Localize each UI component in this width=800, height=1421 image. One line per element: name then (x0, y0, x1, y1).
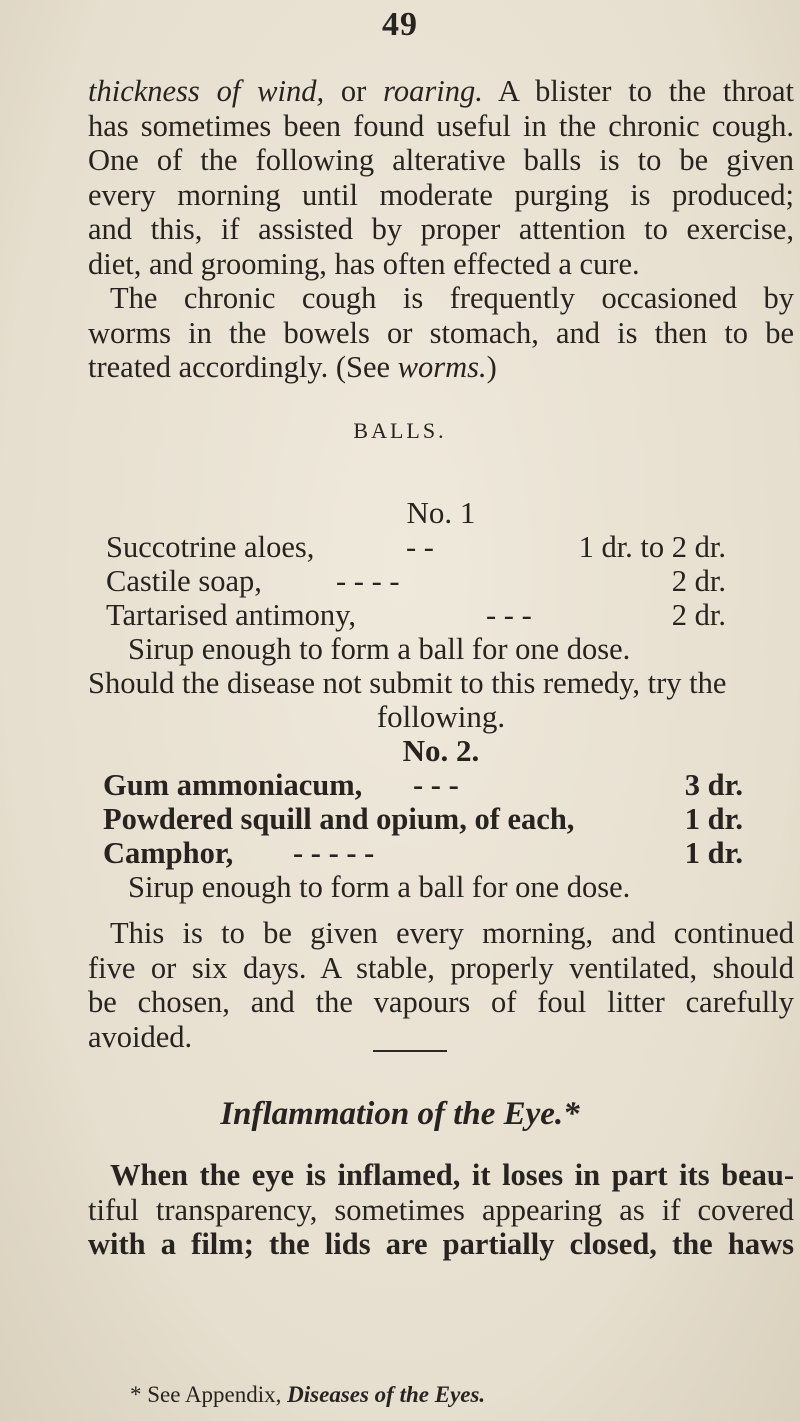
text-line: five or six days. A stable, properly ventilated, should (88, 950, 794, 985)
book-page: 49 thickness of wind, or roaring. A blister to the throat has sometimes been found useful in the chronic cough. One of the following alterative balls is to be given every morning until moderate purging is produced; and this, if assisted by proper attention to exercise, diet, and grooming, has often effected a cure. The chronic cough is frequently occasioned by worms in the bowels or stomach, and is then to be treated accordingly. (See worms.) BALLS. No. 1 Succotrine aloes, - - 1 dr. to 2 dr. Castile soap, - - - - 2 dr. Tartarised antimony, - - - 2 dr. Sirup enough to form a ball for one dose. Should the disease not submit to this remedy, try the following. No. 2. Gum ammoniacum, - - - 3 dr. Powdered squill and opium, of each, 1 dr. Camphor, - - - - - 1 dr. Sirup enough to form a ball for one dose. This is to be given every morning, and continued five or six days. A stable, properly ventilated, should be chosen, and the vapours of foul litter carefully avoided. Inflammation of the Eye.* When the eye is inflamed, it loses in part its beau- tiful transparency, sometimes appearing as if covered with a film; the lids are partially closed, the haws * See Appendix, Diseases of the Eyes. (0, 0, 800, 1421)
section-title: Inflammation of the Eye.* (220, 1096, 580, 1132)
text-line: thickness of wind, or roaring. A blister to the throat (88, 74, 794, 108)
recipe-1-title: No. 1 (406, 495, 476, 530)
text-line: This is to be given every morning, and continued (110, 916, 794, 950)
text-line: and this, if assisted by proper attention to exercise, (88, 212, 794, 246)
text-line: When the eye is inflamed, it loses in part its beau- (110, 1158, 794, 1192)
paragraph-eye (88, 1158, 794, 1262)
text-line: every morning until moderate purging is produced; (88, 177, 794, 212)
paragraph-chronic-cough (88, 74, 794, 385)
balls-heading: BALLS. (353, 418, 447, 443)
text-line: diet, and grooming, has often effected a cure. (88, 246, 640, 281)
text-line: be chosen, and the vapours of foul litter carefully (88, 985, 794, 1019)
text-line: One of the following alterative balls is to be given (88, 143, 794, 177)
text-line: with a film; the lids are partially closed, the haws (88, 1227, 794, 1261)
text-line: treated accordingly. (See worms.) (88, 350, 497, 384)
text-line: Should the disease not submit to this remedy, try the (88, 666, 727, 700)
recipe-2-title: No. 2. (402, 733, 480, 768)
text-line: avoided. (88, 1019, 193, 1054)
text-line: following. (376, 699, 506, 734)
text-line: worms in the bowels or stomach, and is then to be (88, 315, 794, 350)
page-number: 49 (382, 6, 418, 43)
paragraph-treatment (88, 916, 794, 1054)
text-line: The chronic cough is frequently occasioned by (110, 281, 794, 315)
text-line: tiful transparency, sometimes appearing as if covered (88, 1192, 794, 1227)
footnote-reference: Diseases of the Eyes. (287, 1382, 486, 1407)
italic-phrase: worms. (397, 350, 487, 384)
section-divider (373, 1050, 447, 1052)
italic-phrase: roaring. (383, 74, 483, 108)
footnote: * See Appendix, Diseases of the Eyes. (130, 1382, 486, 1407)
italic-phrase: thickness of wind, (88, 74, 325, 108)
text-line: has sometimes been found useful in the chronic cough. (88, 108, 794, 143)
transition-text (88, 666, 794, 701)
